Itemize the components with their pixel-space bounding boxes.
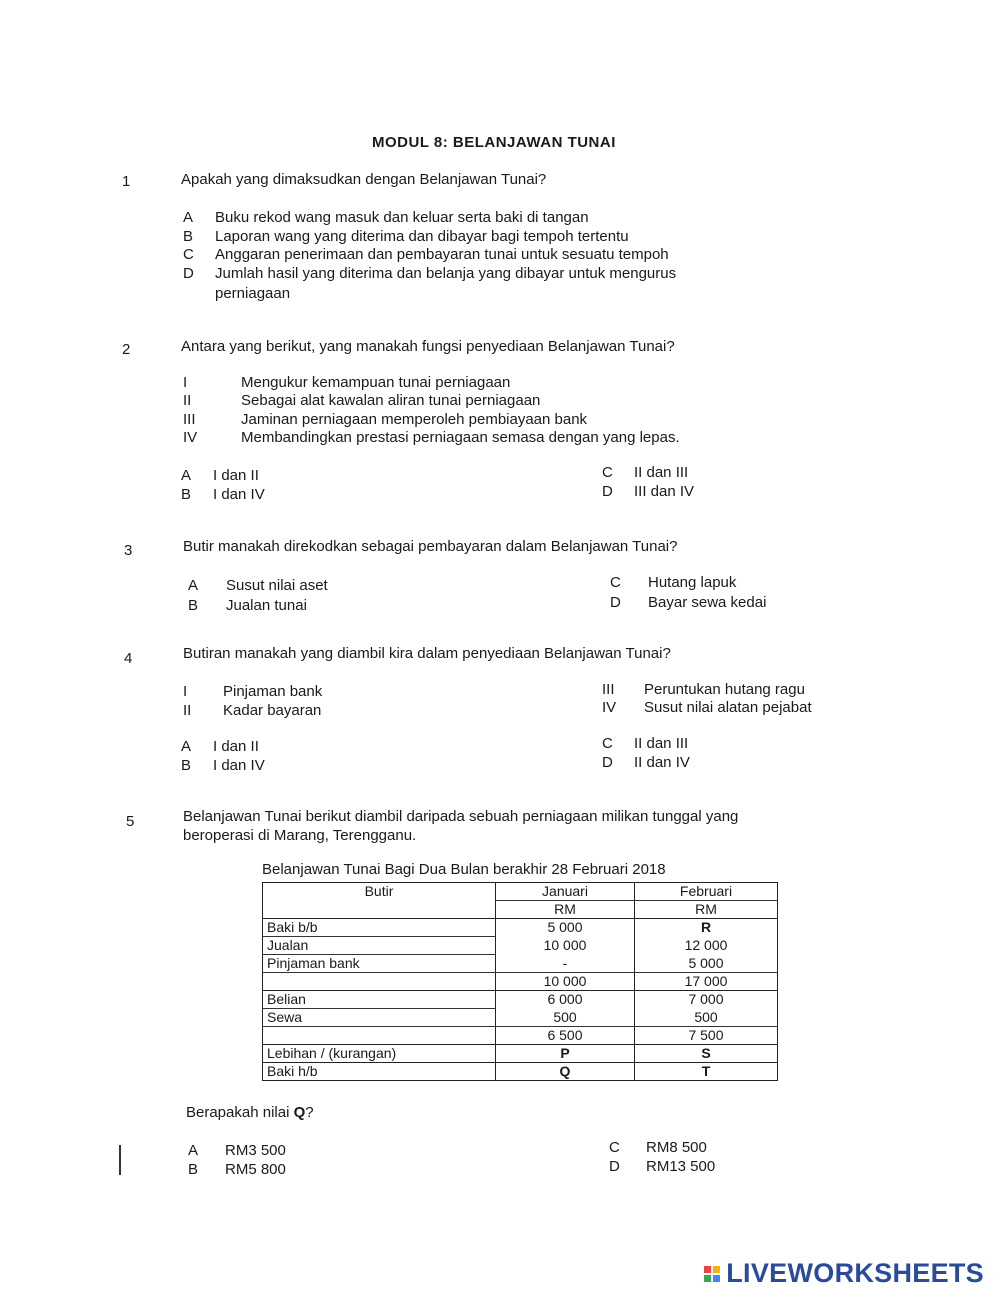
question-1-text: Apakah yang dimaksudkan dengan Belanjawan Tunai? xyxy=(181,171,547,188)
option-text: I dan IV xyxy=(213,486,265,503)
question-4-text: Butiran manakah yang diambil kira dalam penyediaan Belanjawan Tunai? xyxy=(183,645,671,662)
table-caption: Belanjawan Tunai Bagi Dua Bulan berakhir 28 Februari 2018 xyxy=(262,861,666,878)
february-cell: T xyxy=(635,1063,778,1081)
row-label: Pinjaman bank xyxy=(263,955,496,973)
question-5-prefix: Berapakah nilai xyxy=(186,1104,294,1121)
option-text: Hutang lapuk xyxy=(648,574,737,591)
q4-statement-iii xyxy=(602,680,805,699)
table-row xyxy=(263,1045,778,1063)
brand-text: LIVEWORKSHEETS xyxy=(726,1258,984,1288)
option-letter: C xyxy=(183,246,194,263)
q5-option-c[interactable] xyxy=(609,1138,707,1157)
q2-statement-iii xyxy=(183,410,587,429)
table-row xyxy=(263,991,778,1009)
january-cell: 10 000 xyxy=(496,937,635,955)
option-letter: A xyxy=(181,738,192,755)
option-text: Susut nilai aset xyxy=(226,577,328,594)
table-row-subtotal xyxy=(263,973,778,991)
option-letter: A xyxy=(188,577,199,594)
option-letter: D xyxy=(602,754,613,771)
february-cell: 7 000 xyxy=(635,991,778,1009)
option-text: II dan III xyxy=(634,464,689,481)
row-label: Baki b/b xyxy=(263,919,496,937)
option-letter: C xyxy=(602,464,613,481)
q4-statement-ii xyxy=(183,701,321,720)
q4-option-a[interactable] xyxy=(181,737,259,756)
january-cell: 500 xyxy=(496,1009,635,1027)
q4-statement-iv xyxy=(602,698,812,717)
q2-option-c[interactable] xyxy=(602,463,688,482)
table-row xyxy=(263,955,778,973)
option-text: Jualan tunai xyxy=(226,597,307,614)
option-text: Anggaran penerimaan dan pembayaran tunai untuk sesuatu tempoh xyxy=(215,246,669,263)
question-3-number: 3 xyxy=(124,542,133,559)
option-letter: B xyxy=(181,757,192,774)
january-cell: 10 000 xyxy=(496,973,635,991)
february-cell: 7 500 xyxy=(635,1027,778,1045)
february-cell: 500 xyxy=(635,1009,778,1027)
unit-cell: RM xyxy=(635,901,778,919)
statement-text: Membandingkan prestasi perniagaan semasa dengan yang lepas. xyxy=(241,429,680,446)
option-letter: A xyxy=(183,209,194,226)
margin-mark xyxy=(119,1145,121,1175)
statement-numeral: I xyxy=(183,683,188,700)
q1-option-d[interactable] xyxy=(183,264,676,283)
q2-statement-iv xyxy=(183,428,680,447)
cash-budget-table xyxy=(262,882,778,1081)
option-text: II dan III xyxy=(634,735,689,752)
option-text: Buku rekod wang masuk dan keluar serta baki di tangan xyxy=(215,209,589,226)
q4-option-c[interactable] xyxy=(602,734,688,753)
q1-option-d-continued: perniagaan xyxy=(215,285,291,302)
option-text: I dan II xyxy=(213,738,259,755)
statement-numeral: IV xyxy=(183,429,198,446)
q2-statement-i xyxy=(183,373,510,392)
statement-text: Susut nilai alatan pejabat xyxy=(644,699,812,716)
q5-option-d[interactable] xyxy=(609,1157,715,1176)
january-cell: 6 500 xyxy=(496,1027,635,1045)
option-text: I dan II xyxy=(213,467,259,484)
statement-numeral: IV xyxy=(602,699,617,716)
table-header-row xyxy=(263,883,778,901)
statement-text: Sebagai alat kawalan aliran tunai perniagaan xyxy=(241,392,541,409)
question-2-number: 2 xyxy=(122,341,131,358)
option-text: RM8 500 xyxy=(646,1139,707,1156)
february-cell: 17 000 xyxy=(635,973,778,991)
unit-cell xyxy=(263,901,496,919)
february-cell: 12 000 xyxy=(635,937,778,955)
q3-option-a[interactable] xyxy=(188,576,328,595)
q2-option-b[interactable] xyxy=(181,485,265,504)
table-row xyxy=(263,1063,778,1081)
q3-option-b[interactable] xyxy=(188,596,307,615)
option-letter: A xyxy=(188,1142,199,1159)
q1-option-a[interactable] xyxy=(183,208,589,227)
q3-option-d[interactable] xyxy=(610,593,766,612)
table-row xyxy=(263,937,778,955)
option-letter: D xyxy=(602,483,613,500)
row-label: Lebihan / (kurangan) xyxy=(263,1045,496,1063)
january-cell: 6 000 xyxy=(496,991,635,1009)
option-letter: B xyxy=(181,486,192,503)
statement-numeral: I xyxy=(183,374,188,391)
question-1-number: 1 xyxy=(122,173,131,190)
question-5-suffix: ? xyxy=(305,1104,314,1121)
table-row-subtotal xyxy=(263,1027,778,1045)
option-letter: D xyxy=(609,1158,620,1175)
row-label: Baki h/b xyxy=(263,1063,496,1081)
option-letter: D xyxy=(610,594,621,611)
header-cell: Februari xyxy=(635,883,778,901)
statement-text: Mengukur kemampuan tunai perniagaan xyxy=(241,374,511,391)
option-text: II dan IV xyxy=(634,754,690,771)
january-cell: Q xyxy=(496,1063,635,1081)
q1-option-b[interactable] xyxy=(183,227,629,246)
header-cell: Januari xyxy=(496,883,635,901)
table-row xyxy=(263,919,778,937)
q5-option-a[interactable] xyxy=(188,1141,286,1160)
row-label xyxy=(263,1027,496,1045)
option-letter: B xyxy=(188,597,199,614)
liveworksheets-logo[interactable] xyxy=(704,1258,984,1289)
option-text: Jumlah hasil yang diterima dan belanja yang dibayar untuk mengurus xyxy=(215,265,677,282)
february-cell: R xyxy=(635,919,778,937)
january-cell: 5 000 xyxy=(496,919,635,937)
option-text: Bayar sewa kedai xyxy=(648,594,767,611)
q2-option-a[interactable] xyxy=(181,466,259,485)
q4-option-d[interactable] xyxy=(602,753,690,772)
statement-text: Pinjaman bank xyxy=(223,683,323,700)
row-label: Belian xyxy=(263,991,496,1009)
statement-text: Jaminan perniagaan memperoleh pembiayaan bank xyxy=(241,411,588,428)
question-2-text: Antara yang berikut, yang manakah fungsi penyediaan Belanjawan Tunai? xyxy=(181,338,675,355)
question-5-number: 5 xyxy=(126,813,135,830)
statement-text: Kadar bayaran xyxy=(223,702,322,719)
table-units-row xyxy=(263,901,778,919)
q4-option-b[interactable] xyxy=(181,756,265,775)
table-row xyxy=(263,1009,778,1027)
january-cell: - xyxy=(496,955,635,973)
option-text: III dan IV xyxy=(634,483,695,500)
question-5-text xyxy=(186,1104,314,1121)
question-5-intro-line2: beroperasi di Marang, Terengganu. xyxy=(183,827,417,844)
question-3-text: Butir manakah direkodkan sebagai pembayaran dalam Belanjawan Tunai? xyxy=(183,538,678,555)
row-label: Jualan xyxy=(263,937,496,955)
question-4-number: 4 xyxy=(124,650,133,667)
february-cell: S xyxy=(635,1045,778,1063)
statement-numeral: III xyxy=(602,681,615,698)
option-text: RM5 800 xyxy=(225,1161,286,1178)
statement-numeral: III xyxy=(183,411,196,428)
q3-option-c[interactable] xyxy=(610,573,736,592)
january-cell: P xyxy=(496,1045,635,1063)
option-text: RM13 500 xyxy=(646,1158,716,1175)
option-letter: A xyxy=(181,467,192,484)
question-5-intro-line1: Belanjawan Tunai berikut diambil daripada sebuah perniagaan milikan tunggal yang xyxy=(183,808,739,825)
option-letter: D xyxy=(183,265,194,282)
header-cell: Butir xyxy=(263,883,496,901)
q4-statement-i xyxy=(183,682,322,701)
row-label xyxy=(263,973,496,991)
q5-option-b[interactable] xyxy=(188,1160,286,1179)
option-text: Laporan wang yang diterima dan dibayar bagi tempoh tertentu xyxy=(215,228,629,245)
page-title: MODUL 8: BELANJAWAN TUNAI xyxy=(372,134,616,151)
statement-numeral: II xyxy=(183,702,192,719)
february-cell: 5 000 xyxy=(635,955,778,973)
option-letter: B xyxy=(188,1161,199,1178)
q2-option-d[interactable] xyxy=(602,482,694,501)
statement-text: Peruntukan hutang ragu xyxy=(644,681,805,698)
option-letter: C xyxy=(602,735,613,752)
unit-cell: RM xyxy=(496,901,635,919)
option-text: RM3 500 xyxy=(225,1142,286,1159)
liveworksheets-icon xyxy=(704,1266,720,1282)
q2-statement-ii xyxy=(183,391,540,410)
statement-numeral: II xyxy=(183,392,192,409)
q1-option-c[interactable] xyxy=(183,245,669,264)
question-5-variable: Q xyxy=(293,1104,306,1121)
option-letter: C xyxy=(609,1139,620,1156)
row-label: Sewa xyxy=(263,1009,496,1027)
option-text: I dan IV xyxy=(213,757,265,774)
option-letter: B xyxy=(183,228,194,245)
option-letter: C xyxy=(610,574,621,591)
